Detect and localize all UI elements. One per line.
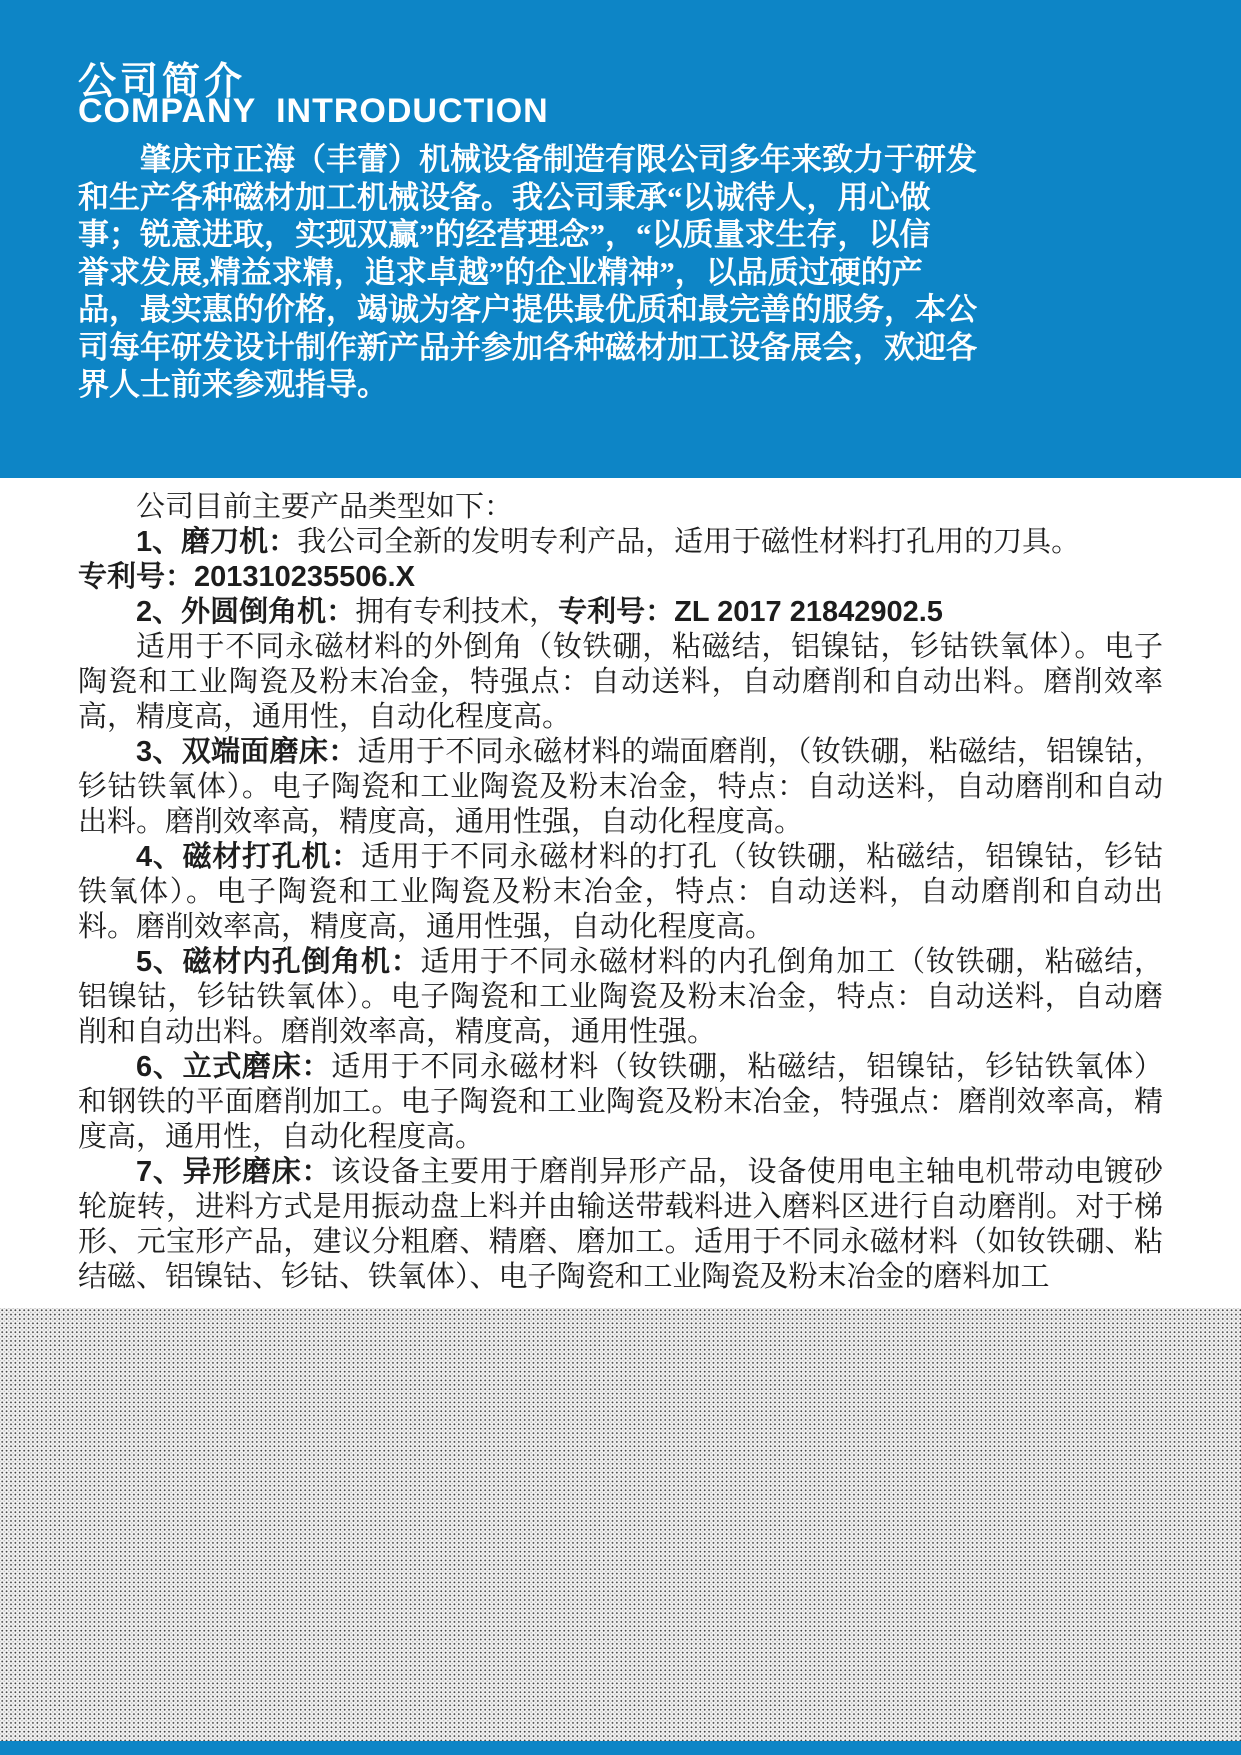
product-item-3 xyxy=(78,735,1163,840)
company-description-line: 界人士前来参观指导。 xyxy=(78,367,388,402)
product-item-7-desc: 该设备主要用于磨削异形产品，设备使用电主轴电机带动电镀砂轮旋转，进料方式是用振动盘上料并由输送带载料进入磨料区进行自动磨削。对于梯形、元宝形产品，建议分粗磨、精磨、磨加工。适用于不同永磁材料（如钕铁硼、粘结磁、铝镍钴、钐钴、铁氧体）、电子陶瓷和工业陶瓷及粉末冶金的磨料加工 xyxy=(78,1156,1163,1293)
product-list-intro: 公司目前主要产品类型如下： xyxy=(136,491,514,523)
product-item-2-label: 2、外圆倒角机： xyxy=(136,596,356,628)
footer-bar xyxy=(0,1741,1241,1755)
product-item-4-label: 4、磁材打孔机： xyxy=(136,841,361,873)
page-title-en: COMPANY INTRODUCTION xyxy=(78,92,549,130)
halftone-pattern xyxy=(0,1308,1241,1741)
product-item-5-desc: 适用于不同永磁材料的内孔倒角加工（钕铁硼，粘磁结，铝镍钴，钐钴铁氧体）。电子陶瓷和工业陶瓷及粉末冶金，特点：自动送料，自动磨削和自动出料。磨削效率高，精度高，通用性强。 xyxy=(78,946,1163,1048)
company-description-line: 事；锐意进取，实现双赢”的经营理念”，“以质量求生存，以信 xyxy=(78,217,931,252)
product-item-1-patent: 专利号：201310235506.X xyxy=(78,561,415,593)
company-intro-header xyxy=(0,0,1241,478)
product-list-section xyxy=(0,478,1241,1308)
product-item-6-desc: 适用于不同永磁材料（钕铁硼，粘磁结，铝镍钴，钐钴铁氧体）和钢铁的平面磨削加工。电子陶瓷和工业陶瓷及粉末冶金，特强点：磨削效率高，精度高，通用性，自动化程度高。 xyxy=(78,1051,1163,1153)
product-item-7-label: 7、异形磨床： xyxy=(136,1156,332,1188)
product-item-2-body: 适用于不同永磁材料的外倒角（钕铁硼，粘磁结，铝镍钴，钐钴铁氧体）。电子陶瓷和工业陶瓷及粉末冶金，特强点：自动送料，自动磨削和自动出料。磨削效率高，精度高，通用性，自动化程度高。 xyxy=(78,631,1163,733)
product-item-6-label: 6、立式磨床： xyxy=(136,1051,332,1083)
product-item-2-heading xyxy=(78,595,1163,630)
company-description-line: 和生产各种磁材加工机械设备。我公司秉承“以诚待人，用心做 xyxy=(78,179,931,215)
product-item-2-patent: 专利号：ZL 2017 21842902.5 xyxy=(558,596,943,628)
page-title-cn: 公司简介 xyxy=(78,61,247,103)
company-description-line: 品，最实惠的价格，竭诚为客户提供最优质和最完善的服务，本公 xyxy=(78,292,977,327)
product-item-3-desc: 适用于不同永磁材料的端面磨削，（钕铁硼，粘磁结，铝镍钴，钐钴铁氧体）。电子陶瓷和工业陶瓷及粉末冶金，特点：自动送料，自动磨削和自动出料。磨削效率高，精度高，通用性强，自动化程度高。 xyxy=(78,736,1163,838)
product-item-3-label: 3、双端面磨床： xyxy=(136,736,358,768)
company-description xyxy=(78,141,1230,404)
product-item-5-label: 5、磁材内孔倒角机： xyxy=(136,946,421,978)
company-description-line: 誉求发展,精益求精，追求卓越”的企业精神”，以品质过硬的产 xyxy=(78,254,923,290)
product-item-4 xyxy=(78,840,1163,945)
product-item-4-desc: 适用于不同永磁材料的打孔（钕铁硼，粘磁结，铝镍钴，钐钴铁氧体）。电子陶瓷和工业陶瓷及粉末冶金，特点：自动送料，自动磨削和自动出料。磨削效率高，精度高，通用性强，自动化程度高。 xyxy=(78,841,1163,943)
product-item-1-label: 1、磨刀机： xyxy=(136,526,298,558)
product-item-5 xyxy=(78,945,1163,1050)
product-item-2-desc: 拥有专利技术， xyxy=(355,596,559,628)
company-description-line: 司每年研发设计制作新产品并参加各种磁材加工设备展会，欢迎各 xyxy=(78,329,977,365)
product-list xyxy=(78,490,1163,1295)
product-item-1-desc: 我公司全新的发明专利产品，适用于磁性材料打孔用的刀具。 xyxy=(297,526,1081,558)
product-item-6 xyxy=(78,1050,1163,1155)
product-item-7 xyxy=(78,1155,1163,1295)
product-item-1 xyxy=(78,525,1163,595)
company-description-line: 肇庆市正海（丰蕾）机械设备制造有限公司多年来致力于研发 xyxy=(140,142,977,177)
